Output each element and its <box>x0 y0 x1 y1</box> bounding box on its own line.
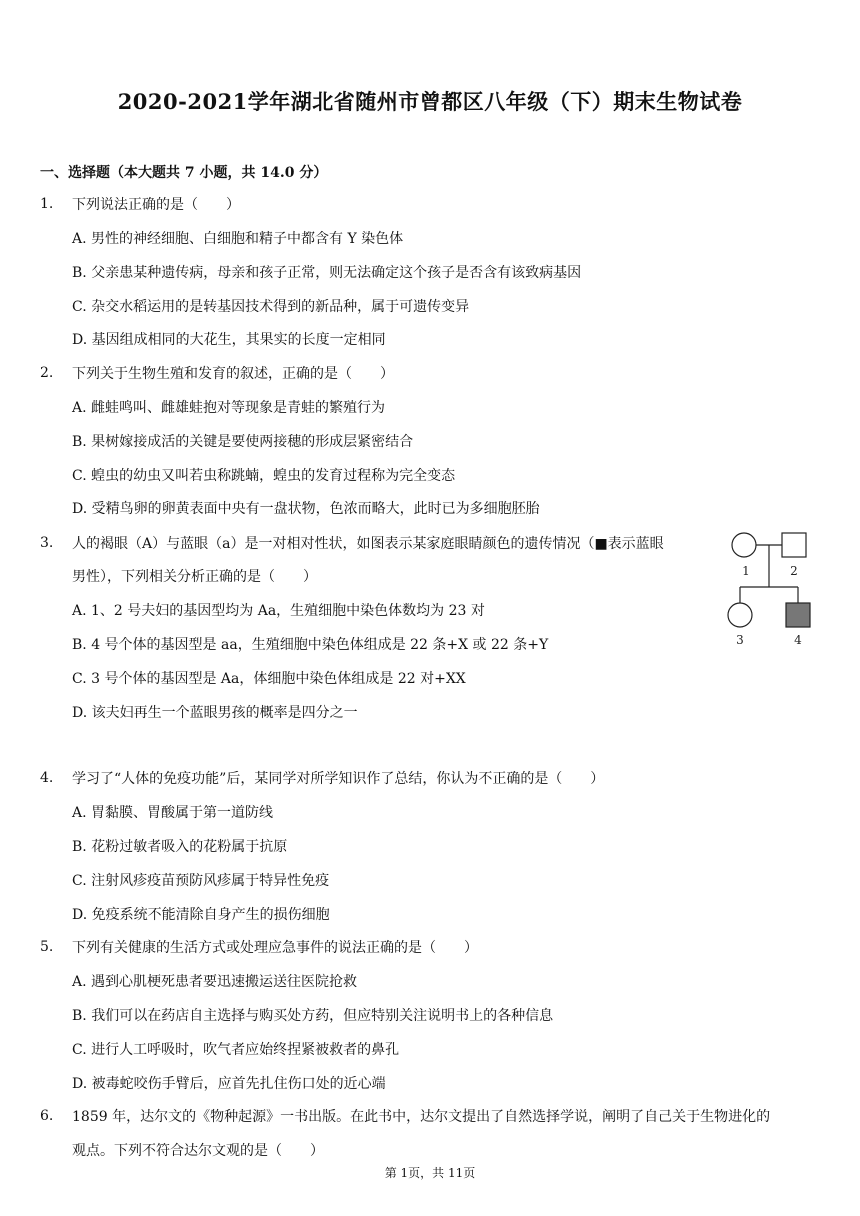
option-c: C. 进行人工呼吸时，吹气者应始终捏紧被救者的鼻孔 <box>72 1042 400 1058</box>
option-d: D. 被毒蛇咬伤手臂后，应首先扎住伤口处的近心端 <box>72 1076 386 1092</box>
question-stem: 学习了“人体的免疫功能”后，某同学对所学知识作了总结，你认为不正确的是（ ） <box>72 771 605 787</box>
individual-1-female <box>732 533 756 557</box>
option-c: C. 3 号个体的基因型是 Aa，体细胞中染色体组成是 22 对+XX <box>72 671 466 687</box>
question-number: 5. <box>40 939 54 955</box>
option-d: D. 该夫妇再生一个蓝眼男孩的概率是四分之一 <box>72 705 358 721</box>
question-stem: 1859 年，达尔文的《物种起源》一书出版。在此书中，达尔文提出了自然选择学说，阐明了自己关于生物进化的 <box>72 1109 771 1125</box>
question-stem-continued: 男性），下列相关分析正确的是（ ） <box>72 569 317 585</box>
individual-2-male <box>782 533 806 557</box>
question-number: 1. <box>40 196 54 212</box>
label-2: 2 <box>790 564 798 578</box>
option-a: A. 男性的神经细胞、白细胞和精子中都含有 Y 染色体 <box>72 231 404 247</box>
question-stem: 人的褐眼（A）与蓝眼（a）是一对相对性状，如图表示某家庭眼睛颜色的遗传情况（■表示蓝眼 <box>72 536 664 552</box>
page-footer: 第 1页，共 11页 <box>384 1166 476 1180</box>
option-d: D. 受精鸟卵的卵黄表面中央有一盘状物，色浓而略大，此时已为多细胞胚胎 <box>72 501 540 517</box>
option-b: B. 4 号个体的基因型是 aa，生殖细胞中染色体组成是 22 条+X 或 22 条+Y <box>72 637 549 653</box>
section-heading: 一、选择题（本大题共 7 小题，共 14.0 分） <box>40 165 328 181</box>
individual-4-male-blue-eye <box>786 603 810 627</box>
option-c: C. 蝗虫的幼虫又叫若虫称跳蝻，蝗虫的发育过程称为完全变态 <box>72 468 456 484</box>
question-number: 6. <box>40 1108 54 1124</box>
question-stem: 下列说法正确的是（ ） <box>72 197 240 213</box>
option-a: A. 雌蛙鸣叫、雌雄蛙抱对等现象是青蛙的繁殖行为 <box>72 400 386 416</box>
option-b: B. 果树嫁接成活的关键是要使两接穗的形成层紧密结合 <box>72 434 414 450</box>
option-a: A. 遇到心肌梗死患者要迅速搬运送往医院抢救 <box>72 974 358 990</box>
pedigree-diagram <box>722 525 822 655</box>
question-number: 3. <box>40 535 54 551</box>
question-stem: 下列有关健康的生活方式或处理应急事件的说法正确的是（ ） <box>72 940 478 956</box>
label-1: 1 <box>742 564 750 578</box>
option-d: D. 免疫系统不能清除自身产生的损伤细胞 <box>72 907 330 923</box>
option-b: B. 花粉过敏者吸入的花粉属于抗原 <box>72 839 288 855</box>
option-b: B. 父亲患某种遗传病，母亲和孩子正常，则无法确定这个孩子是否含有该致病基因 <box>72 265 582 281</box>
option-b: B. 我们可以在药店自主选择与购买处方药，但应特别关注说明书上的各种信息 <box>72 1008 554 1024</box>
question-number: 4. <box>40 770 54 786</box>
option-a: A. 胃黏膜、胃酸属于第一道防线 <box>72 805 274 821</box>
question-stem-continued: 观点。下列不符合达尔文观的是（ ） <box>72 1143 324 1159</box>
label-3: 3 <box>736 633 744 647</box>
page-title: 2020-2021学年湖北省随州市曾都区八年级（下）期末生物试卷 <box>117 89 743 114</box>
option-a: A. 1、2 号夫妇的基因型均为 Aa，生殖细胞中染色体数均为 23 对 <box>72 603 485 619</box>
option-d: D. 基因组成相同的大花生，其果实的长度一定相同 <box>72 332 386 348</box>
question-number: 2. <box>40 365 54 381</box>
option-c: C. 杂交水稻运用的是转基因技术得到的新品种，属于可遗传变异 <box>72 299 470 315</box>
question-stem: 下列关于生物生殖和发育的叙述，正确的是（ ） <box>72 366 394 382</box>
option-c: C. 注射风疹疫苗预防风疹属于特异性免疫 <box>72 873 330 889</box>
individual-3-female <box>728 603 752 627</box>
label-4: 4 <box>794 633 802 647</box>
